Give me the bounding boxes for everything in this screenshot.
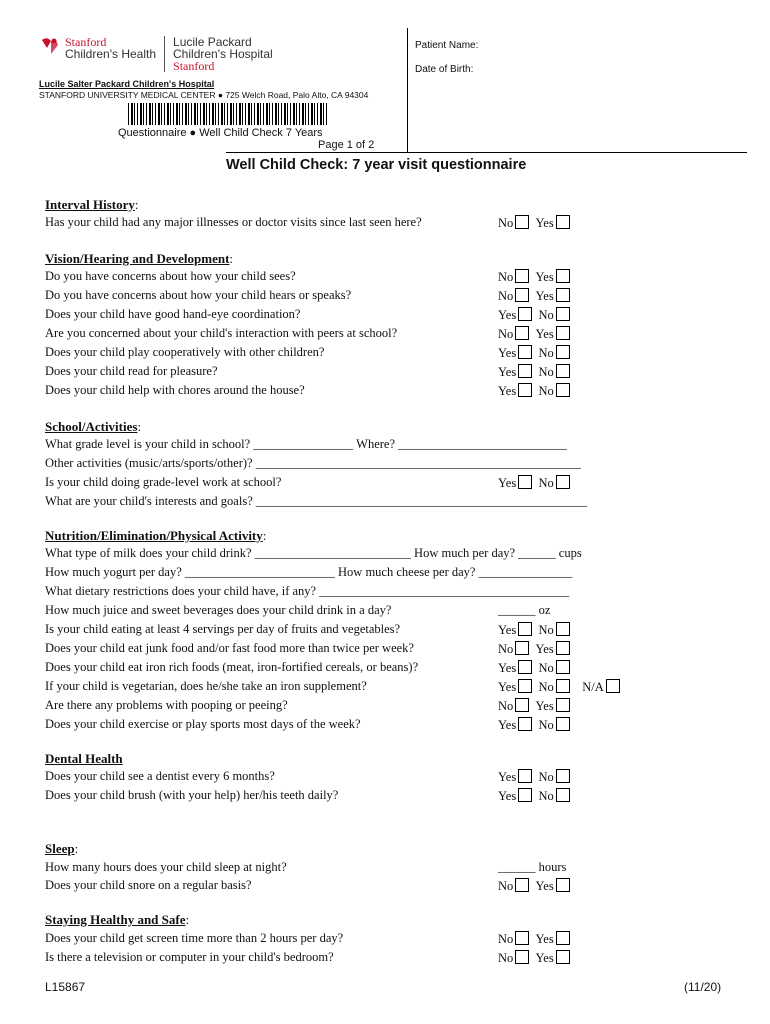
checkbox-no[interactable] bbox=[515, 698, 529, 712]
question-dental-2: Does your child brush (with your help) her/his teeth daily? bbox=[45, 788, 339, 802]
answer-interval-1: No Yes bbox=[498, 215, 570, 231]
checkbox-yes[interactable] bbox=[556, 288, 570, 302]
answer-nutrition-7: Yes No bbox=[498, 660, 570, 676]
question-safe-1: Does your child get screen time more than 2 hours per day? bbox=[45, 931, 344, 945]
checkbox-no[interactable] bbox=[515, 288, 529, 302]
checkbox-yes[interactable] bbox=[518, 788, 532, 802]
question-sleep-1: How many hours does your child sleep at night? bbox=[45, 860, 287, 874]
checkbox-no[interactable] bbox=[556, 788, 570, 802]
checkbox-no[interactable] bbox=[556, 345, 570, 359]
checkbox-yes[interactable] bbox=[556, 269, 570, 283]
answer-nutrition-6: No Yes bbox=[498, 641, 570, 657]
answer-vision-4: No Yes bbox=[498, 326, 570, 342]
checkbox-no[interactable] bbox=[515, 878, 529, 892]
checkbox-no[interactable] bbox=[556, 660, 570, 674]
hospital-address: STANFORD UNIVERSITY MEDICAL CENTER ● 725 Welch Road, Palo Alto, CA 94304 bbox=[39, 90, 369, 100]
question-nutrition-9: Are there any problems with pooping or peeing? bbox=[45, 698, 288, 712]
answer-nutrition-5: Yes No bbox=[498, 622, 570, 638]
answer-dental-1: Yes No bbox=[498, 769, 570, 785]
answer-safe-2: No Yes bbox=[498, 950, 570, 966]
header-vertical-divider bbox=[407, 28, 408, 153]
answer-vision-2: No Yes bbox=[498, 288, 570, 304]
checkbox-na[interactable] bbox=[606, 679, 620, 693]
question-nutrition-4: How much juice and sweet beverages does your child drink in a day? bbox=[45, 603, 392, 617]
logo-line4: Children's Hospital bbox=[173, 47, 273, 61]
checkbox-yes[interactable] bbox=[556, 698, 570, 712]
question-school-2[interactable]: Other activities (music/arts/sports/other)? ____________________________________________________ bbox=[45, 456, 581, 470]
heading-school: School/Activities: bbox=[45, 419, 142, 434]
question-school-3: Is your child doing grade-level work at school? bbox=[45, 475, 282, 489]
question-vision-5: Does your child play cooperatively with other children? bbox=[45, 345, 325, 359]
checkbox-no[interactable] bbox=[515, 931, 529, 945]
checkbox-yes[interactable] bbox=[518, 475, 532, 489]
answer-nutrition-4-blank[interactable]: ______ oz bbox=[498, 603, 551, 617]
answer-vision-7: Yes No bbox=[498, 383, 570, 399]
checkbox-yes[interactable] bbox=[518, 383, 532, 397]
checkbox-yes[interactable] bbox=[518, 660, 532, 674]
heading-interval: Interval History: bbox=[45, 197, 139, 212]
checkbox-no[interactable] bbox=[515, 269, 529, 283]
question-nutrition-8: If your child is vegetarian, does he/she take an iron supplement? bbox=[45, 679, 367, 693]
checkbox-yes[interactable] bbox=[556, 641, 570, 655]
logo-line2: Children's Health bbox=[65, 47, 157, 61]
doc-subtitle: Questionnaire ● Well Child Check 7 Years bbox=[118, 127, 323, 139]
answer-safe-1: No Yes bbox=[498, 931, 570, 947]
question-nutrition-3[interactable]: What dietary restrictions does your child have, if any? ________________________________________ bbox=[45, 584, 570, 598]
checkbox-no[interactable] bbox=[556, 622, 570, 636]
checkbox-yes[interactable] bbox=[518, 364, 532, 378]
question-school-1[interactable]: What grade level is your child in school? ________________ Where? ___________________________ bbox=[45, 437, 567, 451]
checkbox-yes[interactable] bbox=[518, 769, 532, 783]
patient-name-label: Patient Name: bbox=[415, 40, 479, 51]
answer-vision-1: No Yes bbox=[498, 269, 570, 285]
stanford-logo bbox=[39, 36, 273, 72]
question-vision-4: Are you concerned about your child's interaction with peers at school? bbox=[45, 326, 398, 340]
question-vision-3: Does your child have good hand-eye coordination? bbox=[45, 307, 301, 321]
question-vision-2: Do you have concerns about how your child hears or speaks? bbox=[45, 288, 352, 302]
answer-dental-2: Yes No bbox=[498, 788, 570, 804]
answer-school-3: Yes No bbox=[498, 475, 570, 491]
question-vision-6: Does your child read for pleasure? bbox=[45, 364, 218, 378]
answer-nutrition-8: Yes No N/A bbox=[498, 679, 620, 695]
question-nutrition-2[interactable]: How much yogurt per day? ________________________ How much cheese per day? _______________ bbox=[45, 565, 573, 579]
checkbox-yes[interactable] bbox=[556, 950, 570, 964]
checkbox-yes[interactable] bbox=[518, 622, 532, 636]
checkbox-yes[interactable] bbox=[556, 931, 570, 945]
answer-vision-6: Yes No bbox=[498, 364, 570, 380]
checkbox-yes[interactable] bbox=[556, 215, 570, 229]
logo-line3: Lucile Packard bbox=[173, 35, 252, 49]
hospital-name: Lucile Salter Packard Children's Hospital bbox=[39, 79, 215, 89]
checkbox-no[interactable] bbox=[515, 641, 529, 655]
answer-nutrition-9: No Yes bbox=[498, 698, 570, 714]
checkbox-yes[interactable] bbox=[518, 717, 532, 731]
checkbox-no[interactable] bbox=[556, 364, 570, 378]
form-code: L15867 bbox=[45, 980, 86, 994]
question-vision-7: Does your child help with chores around the house? bbox=[45, 383, 305, 397]
barcode bbox=[128, 103, 328, 125]
checkbox-no[interactable] bbox=[515, 950, 529, 964]
page-number: Page 1 of 2 bbox=[318, 139, 375, 151]
stanford-logo-icon bbox=[39, 36, 61, 60]
heading-dental: Dental Health bbox=[45, 751, 123, 766]
checkbox-no[interactable] bbox=[556, 383, 570, 397]
checkbox-yes[interactable] bbox=[518, 345, 532, 359]
logo-line5: Stanford bbox=[173, 59, 215, 73]
question-dental-1: Does your child see a dentist every 6 months? bbox=[45, 769, 275, 783]
question-vision-1: Do you have concerns about how your child sees? bbox=[45, 269, 296, 283]
heading-vision: Vision/Hearing and Development: bbox=[45, 251, 234, 266]
checkbox-no[interactable] bbox=[556, 307, 570, 321]
heading-safe: Staying Healthy and Safe: bbox=[45, 912, 190, 927]
heading-nutrition: Nutrition/Elimination/Physical Activity: bbox=[45, 528, 267, 543]
answer-vision-5: Yes No bbox=[498, 345, 570, 361]
answer-nutrition-10: Yes No bbox=[498, 717, 570, 733]
question-nutrition-5: Is your child eating at least 4 servings per day of fruits and vegetables? bbox=[45, 622, 401, 636]
checkbox-no[interactable] bbox=[556, 475, 570, 489]
question-safe-2: Is there a television or computer in your child's bedroom? bbox=[45, 950, 334, 964]
header-rule bbox=[226, 152, 747, 153]
checkbox-no[interactable] bbox=[556, 769, 570, 783]
answer-sleep-1-blank[interactable]: ______ hours bbox=[498, 860, 567, 874]
question-sleep-2: Does your child snore on a regular basis? bbox=[45, 878, 252, 892]
logo-line1: Stanford bbox=[65, 35, 107, 49]
checkbox-yes[interactable] bbox=[556, 878, 570, 892]
checkbox-yes[interactable] bbox=[556, 326, 570, 340]
answer-sleep-2: No Yes bbox=[498, 878, 570, 894]
question-nutrition-7: Does your child eat iron rich foods (meat, iron-fortified cereals, or beans)? bbox=[45, 660, 419, 674]
question-nutrition-10: Does your child exercise or play sports most days of the week? bbox=[45, 717, 361, 731]
question-interval-1: Has your child had any major illnesses or doctor visits since last seen here? bbox=[45, 215, 422, 229]
checkbox-no[interactable] bbox=[556, 717, 570, 731]
checkbox-no[interactable] bbox=[515, 215, 529, 229]
checkbox-no[interactable] bbox=[515, 326, 529, 340]
answer-vision-3: Yes No bbox=[498, 307, 570, 323]
revision-date: (11/20) bbox=[684, 980, 722, 994]
checkbox-yes[interactable] bbox=[518, 307, 532, 321]
dob-label: Date of Birth: bbox=[415, 64, 474, 75]
question-nutrition-1[interactable]: What type of milk does your child drink? _________________________ How much per day? ______ cups bbox=[45, 546, 582, 560]
checkbox-yes[interactable] bbox=[518, 679, 532, 693]
heading-sleep: Sleep: bbox=[45, 841, 79, 856]
page-title: Well Child Check: 7 year visit questionnaire bbox=[226, 157, 527, 173]
question-nutrition-6: Does your child eat junk food and/or fast food more than twice per week? bbox=[45, 641, 414, 655]
checkbox-no[interactable] bbox=[556, 679, 570, 693]
question-school-4[interactable]: What are your child's interests and goals? _____________________________________________________ bbox=[45, 494, 588, 508]
